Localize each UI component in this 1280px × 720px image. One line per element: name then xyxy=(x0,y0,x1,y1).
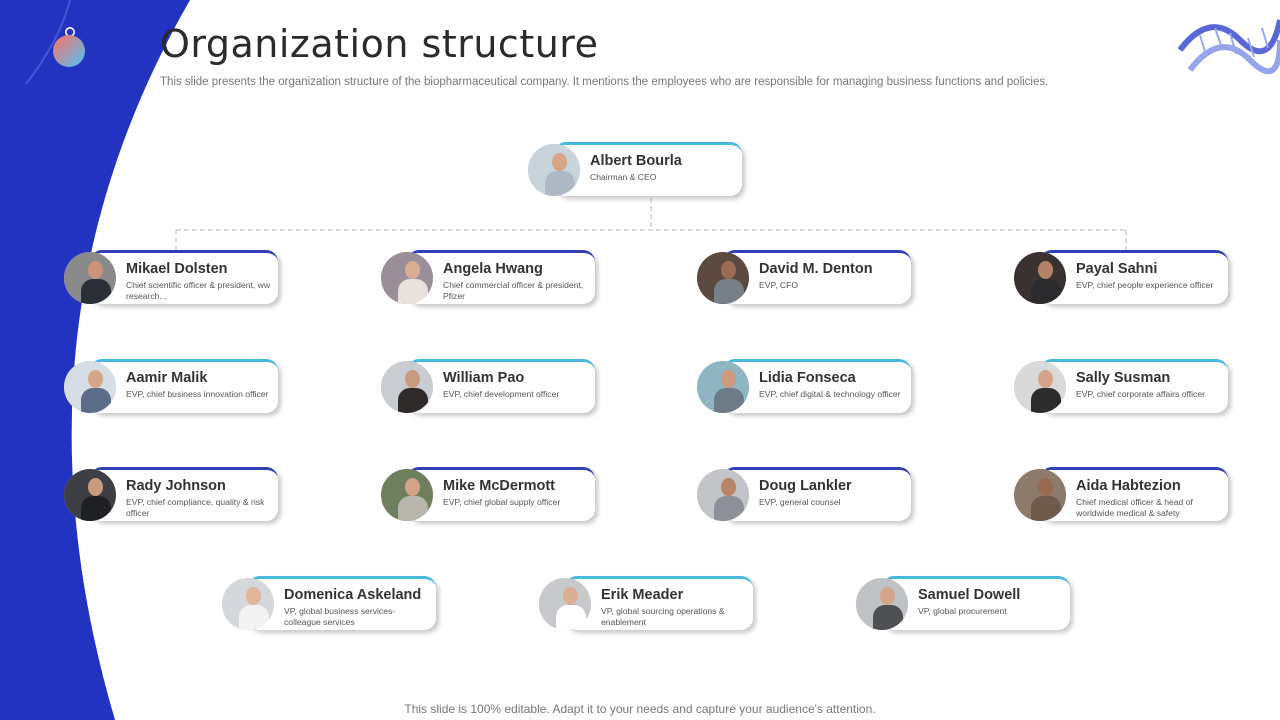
org-card xyxy=(381,467,597,523)
person-role: Chief commercial officer & president, Pfizer xyxy=(443,280,584,301)
person-role: EVP, chief compliance, quality & risk officer xyxy=(126,497,265,518)
person-role: VP, global sourcing operations & enablement xyxy=(601,606,725,627)
org-card-box xyxy=(1040,359,1228,413)
person-photo-icon xyxy=(856,578,908,630)
person-role: EVP, chief business innovation officer xyxy=(126,389,269,399)
person-role: EVP, chief people experience officer xyxy=(1076,280,1214,290)
person-photo-icon xyxy=(1014,469,1066,521)
person-photo-icon xyxy=(697,469,749,521)
person-photo-icon xyxy=(381,252,433,304)
person-photo-icon xyxy=(222,578,274,630)
person-role: EVP, chief corporate affairs officer xyxy=(1076,389,1205,399)
org-card-box xyxy=(554,142,742,196)
person-name: Mikael Dolsten xyxy=(126,261,228,277)
person-name: Sally Susman xyxy=(1076,370,1171,386)
person-role: EVP, chief global supply officer xyxy=(443,497,561,507)
org-card xyxy=(856,576,1072,632)
person-role: VP, global business services- colleague services xyxy=(284,606,396,627)
org-card xyxy=(697,467,913,523)
org-card xyxy=(1014,467,1230,523)
org-card-box xyxy=(1040,250,1228,304)
org-card-box xyxy=(407,467,595,521)
person-name: Lidia Fonseca xyxy=(759,370,856,386)
page-title: Organization structure xyxy=(160,22,599,66)
org-card-box xyxy=(882,576,1070,630)
person-role: EVP, chief development officer xyxy=(443,389,560,399)
org-card xyxy=(381,250,597,306)
person-role: Chief medical officer & head of worldwide medical & safety xyxy=(1076,497,1193,518)
org-card xyxy=(1014,250,1230,306)
person-name: Albert Bourla xyxy=(590,153,682,169)
person-name: Payal Sahni xyxy=(1076,261,1158,277)
person-role: EVP, CFO xyxy=(759,280,799,290)
person-name: Aamir Malik xyxy=(126,370,208,386)
person-role: EVP, general counsel xyxy=(759,497,841,507)
org-card-box xyxy=(407,359,595,413)
org-card xyxy=(528,142,744,198)
org-card-box xyxy=(723,467,911,521)
person-role: VP, global procurement xyxy=(918,606,1007,616)
person-role: Chairman & CEO xyxy=(590,172,657,182)
org-card xyxy=(539,576,755,632)
person-photo-icon xyxy=(1014,361,1066,413)
org-card xyxy=(381,359,597,415)
org-card xyxy=(697,250,913,306)
person-name: Domenica Askeland xyxy=(284,587,422,603)
person-name: Samuel Dowell xyxy=(918,587,1021,603)
person-name: Rady Johnson xyxy=(126,478,226,494)
person-photo-icon xyxy=(64,252,116,304)
person-name: Erik Meader xyxy=(601,587,684,603)
person-photo-icon xyxy=(381,469,433,521)
person-photo-icon xyxy=(381,361,433,413)
person-photo-icon xyxy=(697,252,749,304)
person-name: Mike McDermott xyxy=(443,478,555,494)
org-card-box xyxy=(723,359,911,413)
person-name: Aida Habtezion xyxy=(1076,478,1181,494)
org-card xyxy=(697,359,913,415)
person-photo-icon xyxy=(64,361,116,413)
person-name: Angela Hwang xyxy=(443,261,543,277)
person-name: David M. Denton xyxy=(759,261,873,277)
person-photo-icon xyxy=(697,361,749,413)
person-role: EVP, chief digital & technology officer xyxy=(759,389,901,399)
org-card xyxy=(64,359,280,415)
person-role: Chief scientific officer & president, ww research... xyxy=(126,280,271,301)
org-card xyxy=(1014,359,1230,415)
org-card-box xyxy=(723,250,911,304)
page-subtitle: This slide presents the organization structure of the biopharmaceutical company. It mentions the employees who are responsible for managing business functions and policies. xyxy=(160,76,1049,88)
person-photo-icon xyxy=(539,578,591,630)
org-card xyxy=(64,467,280,523)
org-card-box xyxy=(90,359,278,413)
footer-note: This slide is 100% editable. Adapt it to your needs and capture your audience's attention. xyxy=(404,702,876,716)
org-card xyxy=(64,250,280,306)
person-name: Doug Lankler xyxy=(759,478,852,494)
person-photo-icon xyxy=(1014,252,1066,304)
org-card xyxy=(222,576,438,632)
person-name: William Pao xyxy=(443,370,525,386)
person-photo-icon xyxy=(64,469,116,521)
person-photo-icon xyxy=(528,144,580,196)
